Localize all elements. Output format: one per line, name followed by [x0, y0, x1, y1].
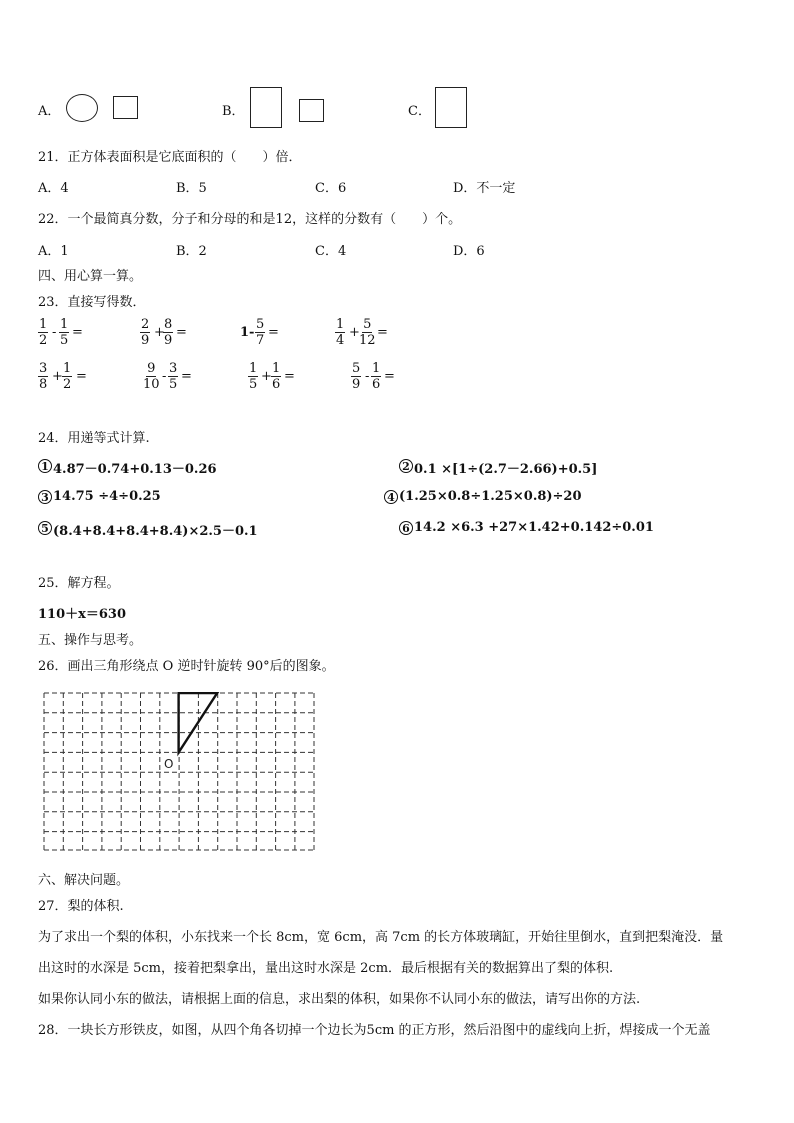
fraction — [163, 317, 173, 348]
fraction — [142, 361, 161, 392]
q21-option-a: A．4 — [38, 181, 69, 196]
operator-prefix: 1- — [240, 325, 255, 340]
equals-sign: = — [377, 325, 388, 340]
equals-sign: = — [176, 325, 187, 340]
denominator: 5 — [249, 377, 258, 392]
numerator: 3 — [169, 361, 178, 376]
square-shape — [113, 96, 138, 119]
q22-option-c: C．4 — [315, 244, 347, 259]
denominator: 5 — [169, 377, 178, 392]
q21-option-c: C．6 — [315, 181, 347, 196]
fraction — [255, 317, 265, 348]
numerator: 5 — [352, 361, 361, 376]
numerator: 2 — [141, 317, 150, 332]
operator: + — [154, 325, 165, 340]
circled-number: 3 — [38, 490, 52, 504]
q27-paragraph-line-1: 为了求出一个梨的体积，小东找来一个长 8cm，宽 6cm，高 7cm 的长方体玻璃缸，开始往里倒水，直到把梨淹没．量 — [38, 930, 724, 945]
q24-item-3: 14.75 ÷4÷0.25 — [53, 489, 161, 504]
equals-sign: = — [284, 369, 295, 384]
q21-option-b: B．5 — [176, 181, 207, 196]
rectangle-shape-tall — [250, 87, 282, 128]
operator: + — [261, 369, 272, 384]
numerator: 9 — [147, 361, 156, 376]
rotation-grid — [43, 692, 315, 852]
q20-option-c-label: C． — [408, 104, 431, 119]
q21-stem: 21．正方体表面积是它底面积的（ ）倍． — [38, 150, 302, 165]
operator: + — [52, 369, 63, 384]
numerator: 1 — [372, 361, 381, 376]
rectangle-shape — [435, 87, 467, 128]
fraction — [62, 361, 72, 392]
fraction — [38, 317, 48, 348]
circled-number: 4 — [384, 490, 398, 504]
operator: - — [365, 369, 370, 384]
numerator: 1 — [272, 361, 281, 376]
fraction — [335, 317, 345, 348]
operator: - — [162, 369, 167, 384]
fraction — [358, 317, 377, 348]
denominator: 5 — [60, 333, 69, 348]
circled-number: 6 — [399, 521, 413, 535]
operator: + — [349, 325, 360, 340]
equals-sign: = — [181, 369, 192, 384]
q27-paragraph-line-3: 如果你认同小东的做法，请根据上面的信息，求出梨的体积，如果你不认同小东的做法，请写出你的方法. — [38, 992, 641, 1007]
denominator: 6 — [272, 377, 281, 392]
section-4-heading: 四、用心算一算。 — [38, 269, 143, 284]
q28-line-1: 28．一块长方形铁皮，如图，从四个角各切掉一个边长为5cm 的正方形，然后沿图中的虚线向上折，焊接成一个无盖 — [38, 1023, 711, 1038]
q26-stem: 26．画出三角形绕点 O 逆时针旋转 90°后的图象。 — [38, 659, 335, 674]
numerator: 1 — [63, 361, 72, 376]
fraction — [351, 361, 361, 392]
numerator: 5 — [363, 317, 372, 332]
denominator: 2 — [63, 377, 72, 392]
q22-stem: 22．一个最简真分数，分子和分母的和是12，这样的分数有（ ）个。 — [38, 212, 462, 227]
fraction — [59, 317, 69, 348]
circle-shape — [66, 94, 98, 122]
q25-stem: 25．解方程。 — [38, 576, 120, 591]
numerator: 1 — [39, 317, 48, 332]
denominator: 9 — [164, 333, 173, 348]
denominator: 9 — [352, 377, 361, 392]
numerator: 1 — [336, 317, 345, 332]
q22-option-d: D．6 — [453, 244, 485, 259]
q27-stem: 27．梨的体积. — [38, 899, 124, 914]
equals-sign: = — [72, 325, 83, 340]
denominator: 4 — [336, 333, 345, 348]
numerator: 1 — [249, 361, 258, 376]
denominator: 9 — [141, 333, 150, 348]
fraction — [168, 361, 178, 392]
numerator: 1 — [60, 317, 69, 332]
q24-item-2: 0.1 ×[1÷(2.7－2.66)+0.5] — [414, 462, 598, 477]
equals-sign: = — [268, 325, 279, 340]
denominator: 7 — [256, 333, 265, 348]
q21-option-d: D．不一定 — [453, 181, 516, 196]
circled-number: 1 — [38, 459, 52, 473]
section-6-heading: 六、解决问题。 — [38, 873, 130, 888]
circled-number: 5 — [38, 521, 52, 535]
fraction — [271, 361, 281, 392]
fraction — [248, 361, 258, 392]
numerator: 8 — [164, 317, 173, 332]
square-shape-small — [299, 99, 324, 122]
equals-sign: = — [76, 369, 87, 384]
q20-option-a-label: A． — [38, 104, 61, 119]
numerator: 3 — [39, 361, 48, 376]
q24-stem: 24．用递等式计算. — [38, 431, 150, 446]
equals-sign: = — [384, 369, 395, 384]
q27-paragraph-line-2: 出这时的水深是 5cm，接着把梨拿出，量出这时水深是 2cm．最后根据有关的数据算出了梨的体积. — [38, 961, 614, 976]
q20-option-b-label: B． — [222, 104, 245, 119]
numerator: 5 — [256, 317, 265, 332]
point-o-label: O — [164, 757, 174, 771]
q24-item-6: 14.2 ×6.3 +27×1.42+0.142÷0.01 — [414, 520, 654, 535]
denominator: 6 — [372, 377, 381, 392]
q24-item-4: (1.25×0.8÷1.25×0.8)÷20 — [399, 489, 582, 504]
fraction — [140, 317, 150, 348]
section-5-heading: 五、操作与思考。 — [38, 633, 143, 648]
circled-number: 2 — [399, 459, 413, 473]
operator: - — [52, 325, 57, 340]
q22-option-a: A．1 — [38, 244, 69, 259]
q24-item-5: (8.4+8.4+8.4+8.4)×2.5－0.1 — [53, 524, 258, 539]
q22-option-b: B．2 — [176, 244, 207, 259]
q24-item-1: 4.87－0.74+0.13－0.26 — [53, 462, 217, 477]
fraction — [38, 361, 48, 392]
denominator: 12 — [359, 333, 376, 348]
denominator: 10 — [143, 377, 160, 392]
fraction — [371, 361, 381, 392]
denominator: 2 — [39, 333, 48, 348]
q25-equation: 110＋x＝630 — [38, 607, 127, 622]
q23-stem: 23．直接写得数． — [38, 295, 146, 310]
denominator: 8 — [39, 377, 48, 392]
